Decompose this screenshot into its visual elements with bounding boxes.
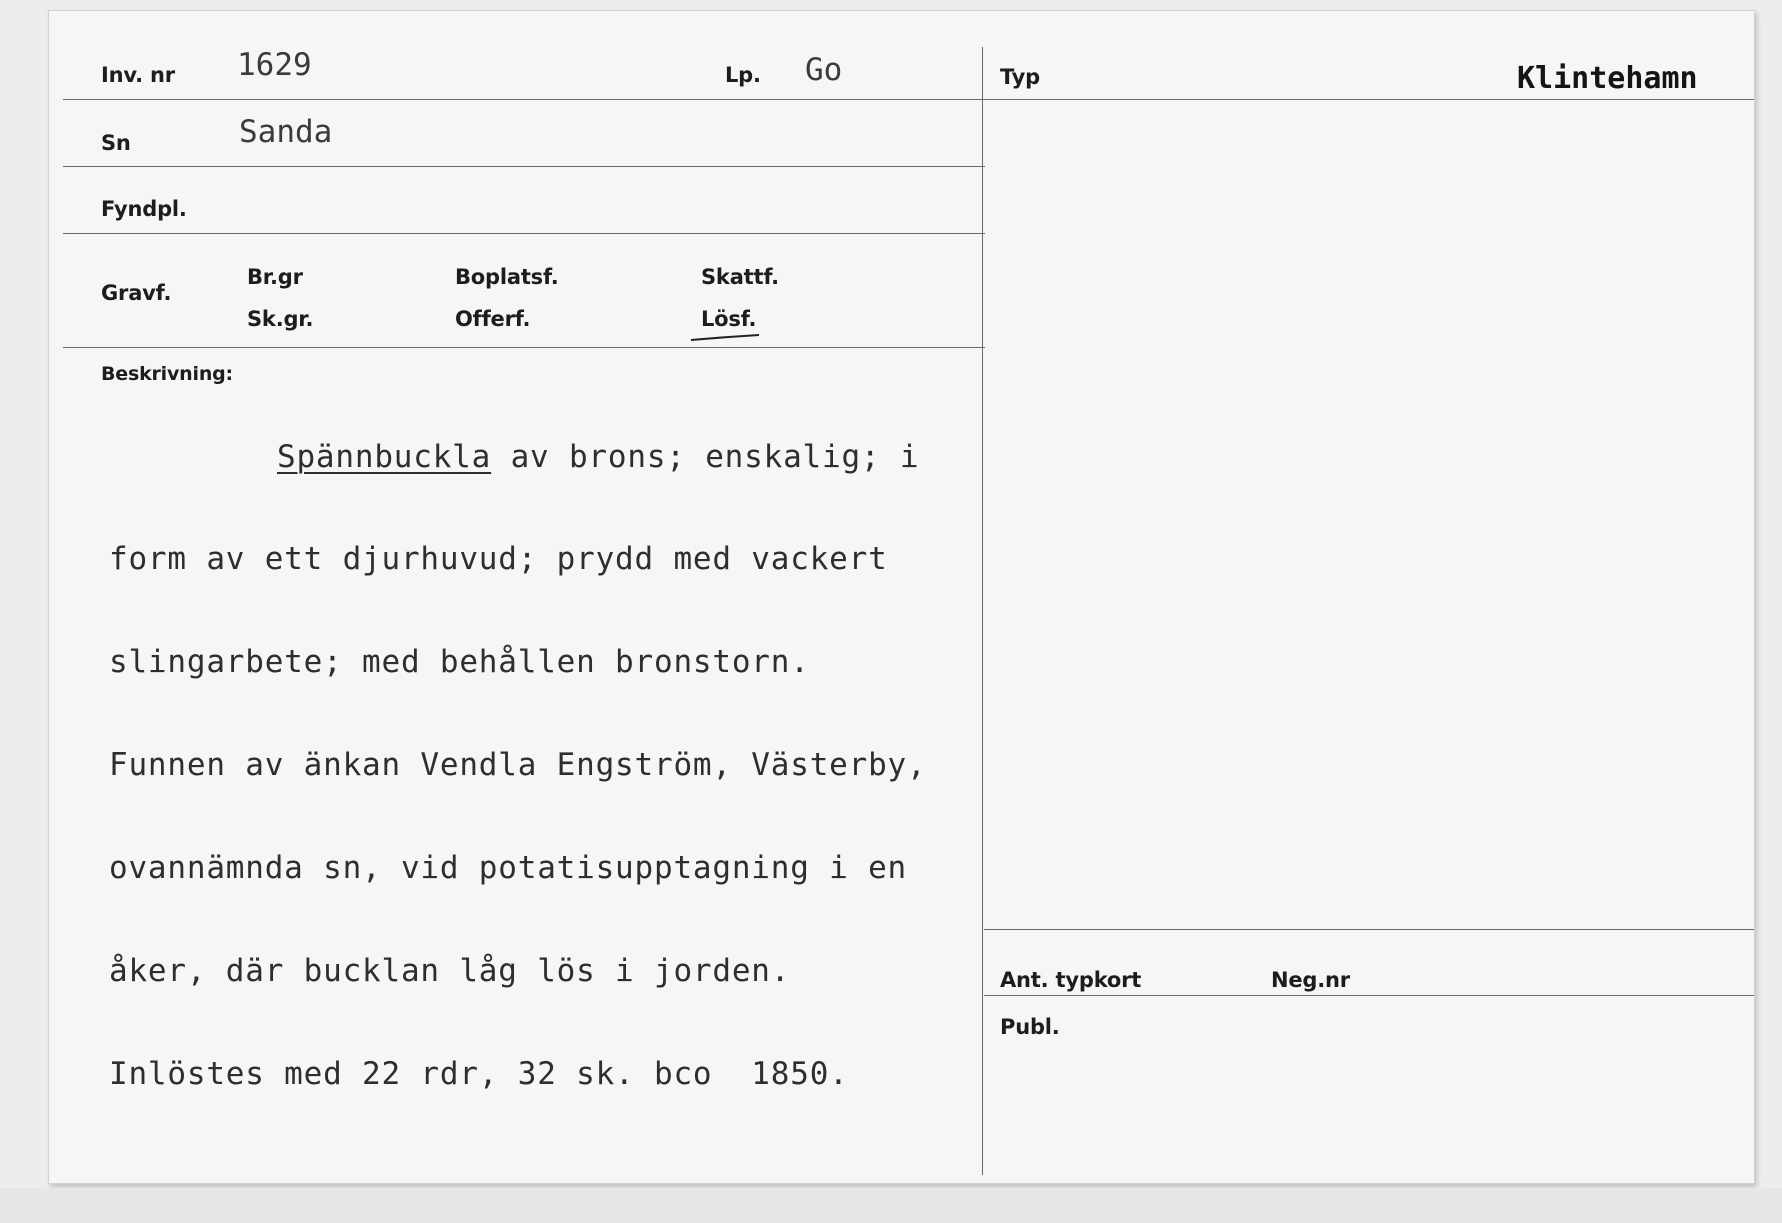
description-line: Funnen av änkan Vendla Engström, Västerby, [109,747,927,784]
publ-label: Publ. [1000,1015,1060,1039]
skgr-label: Sk.gr. [247,307,314,331]
rule-inv-row [63,99,985,100]
neg-nr-label: Neg.nr [1271,968,1350,992]
column-divider [982,47,983,1175]
rule-gravf-row [63,347,985,348]
description-object-name: Spännbuckla [277,438,492,475]
inv-nr-value: 1629 [237,47,312,83]
rule-ant-typkort-top [984,929,1754,930]
description-line: ovannämnda sn, vid potatisupptagning i en [109,850,908,887]
beskrivning-label: Beskrivning: [101,363,233,385]
description-line-1 [109,440,926,474]
gravf-label: Gravf. [101,281,172,305]
losf-underline-mark [689,334,761,342]
scan-background [0,1188,1782,1223]
boplatsf-label: Boplatsf. [455,265,559,289]
sn-value: Sanda [239,114,333,150]
description-text [109,371,926,1160]
rule-fyndpl-row [63,233,985,234]
description-line: åker, där bucklan låg lös i jorden. [109,953,791,990]
description-line-1-rest: av brons; enskalig; i [491,438,920,475]
sn-label: Sn [101,131,131,155]
brgr-label: Br.gr [247,265,303,289]
ant-typkort-label: Ant. typkort [1000,968,1142,992]
rule-publ-top [984,995,1754,996]
lp-label: Lp. [725,63,761,87]
fyndpl-label: Fyndpl. [101,197,187,221]
description-line: Inlöstes med 22 rdr, 32 sk. bco 1850. [109,1055,849,1092]
losf-label: Lösf. [701,307,757,331]
offerf-label: Offerf. [455,307,531,331]
description-line: slingarbete; med behållen bronstorn. [109,644,810,681]
typ-label: Typ [1000,65,1040,89]
catalog-card [48,10,1755,1184]
skattf-label: Skattf. [701,265,779,289]
rule-sn-row [63,166,985,167]
typ-value: Klintehamn [1517,61,1698,96]
lp-value: Go [805,52,843,88]
rule-typ-row [984,99,1754,100]
inv-nr-label: Inv. nr [101,63,175,87]
description-line: form av ett djurhuvud; prydd med vackert [109,541,888,578]
